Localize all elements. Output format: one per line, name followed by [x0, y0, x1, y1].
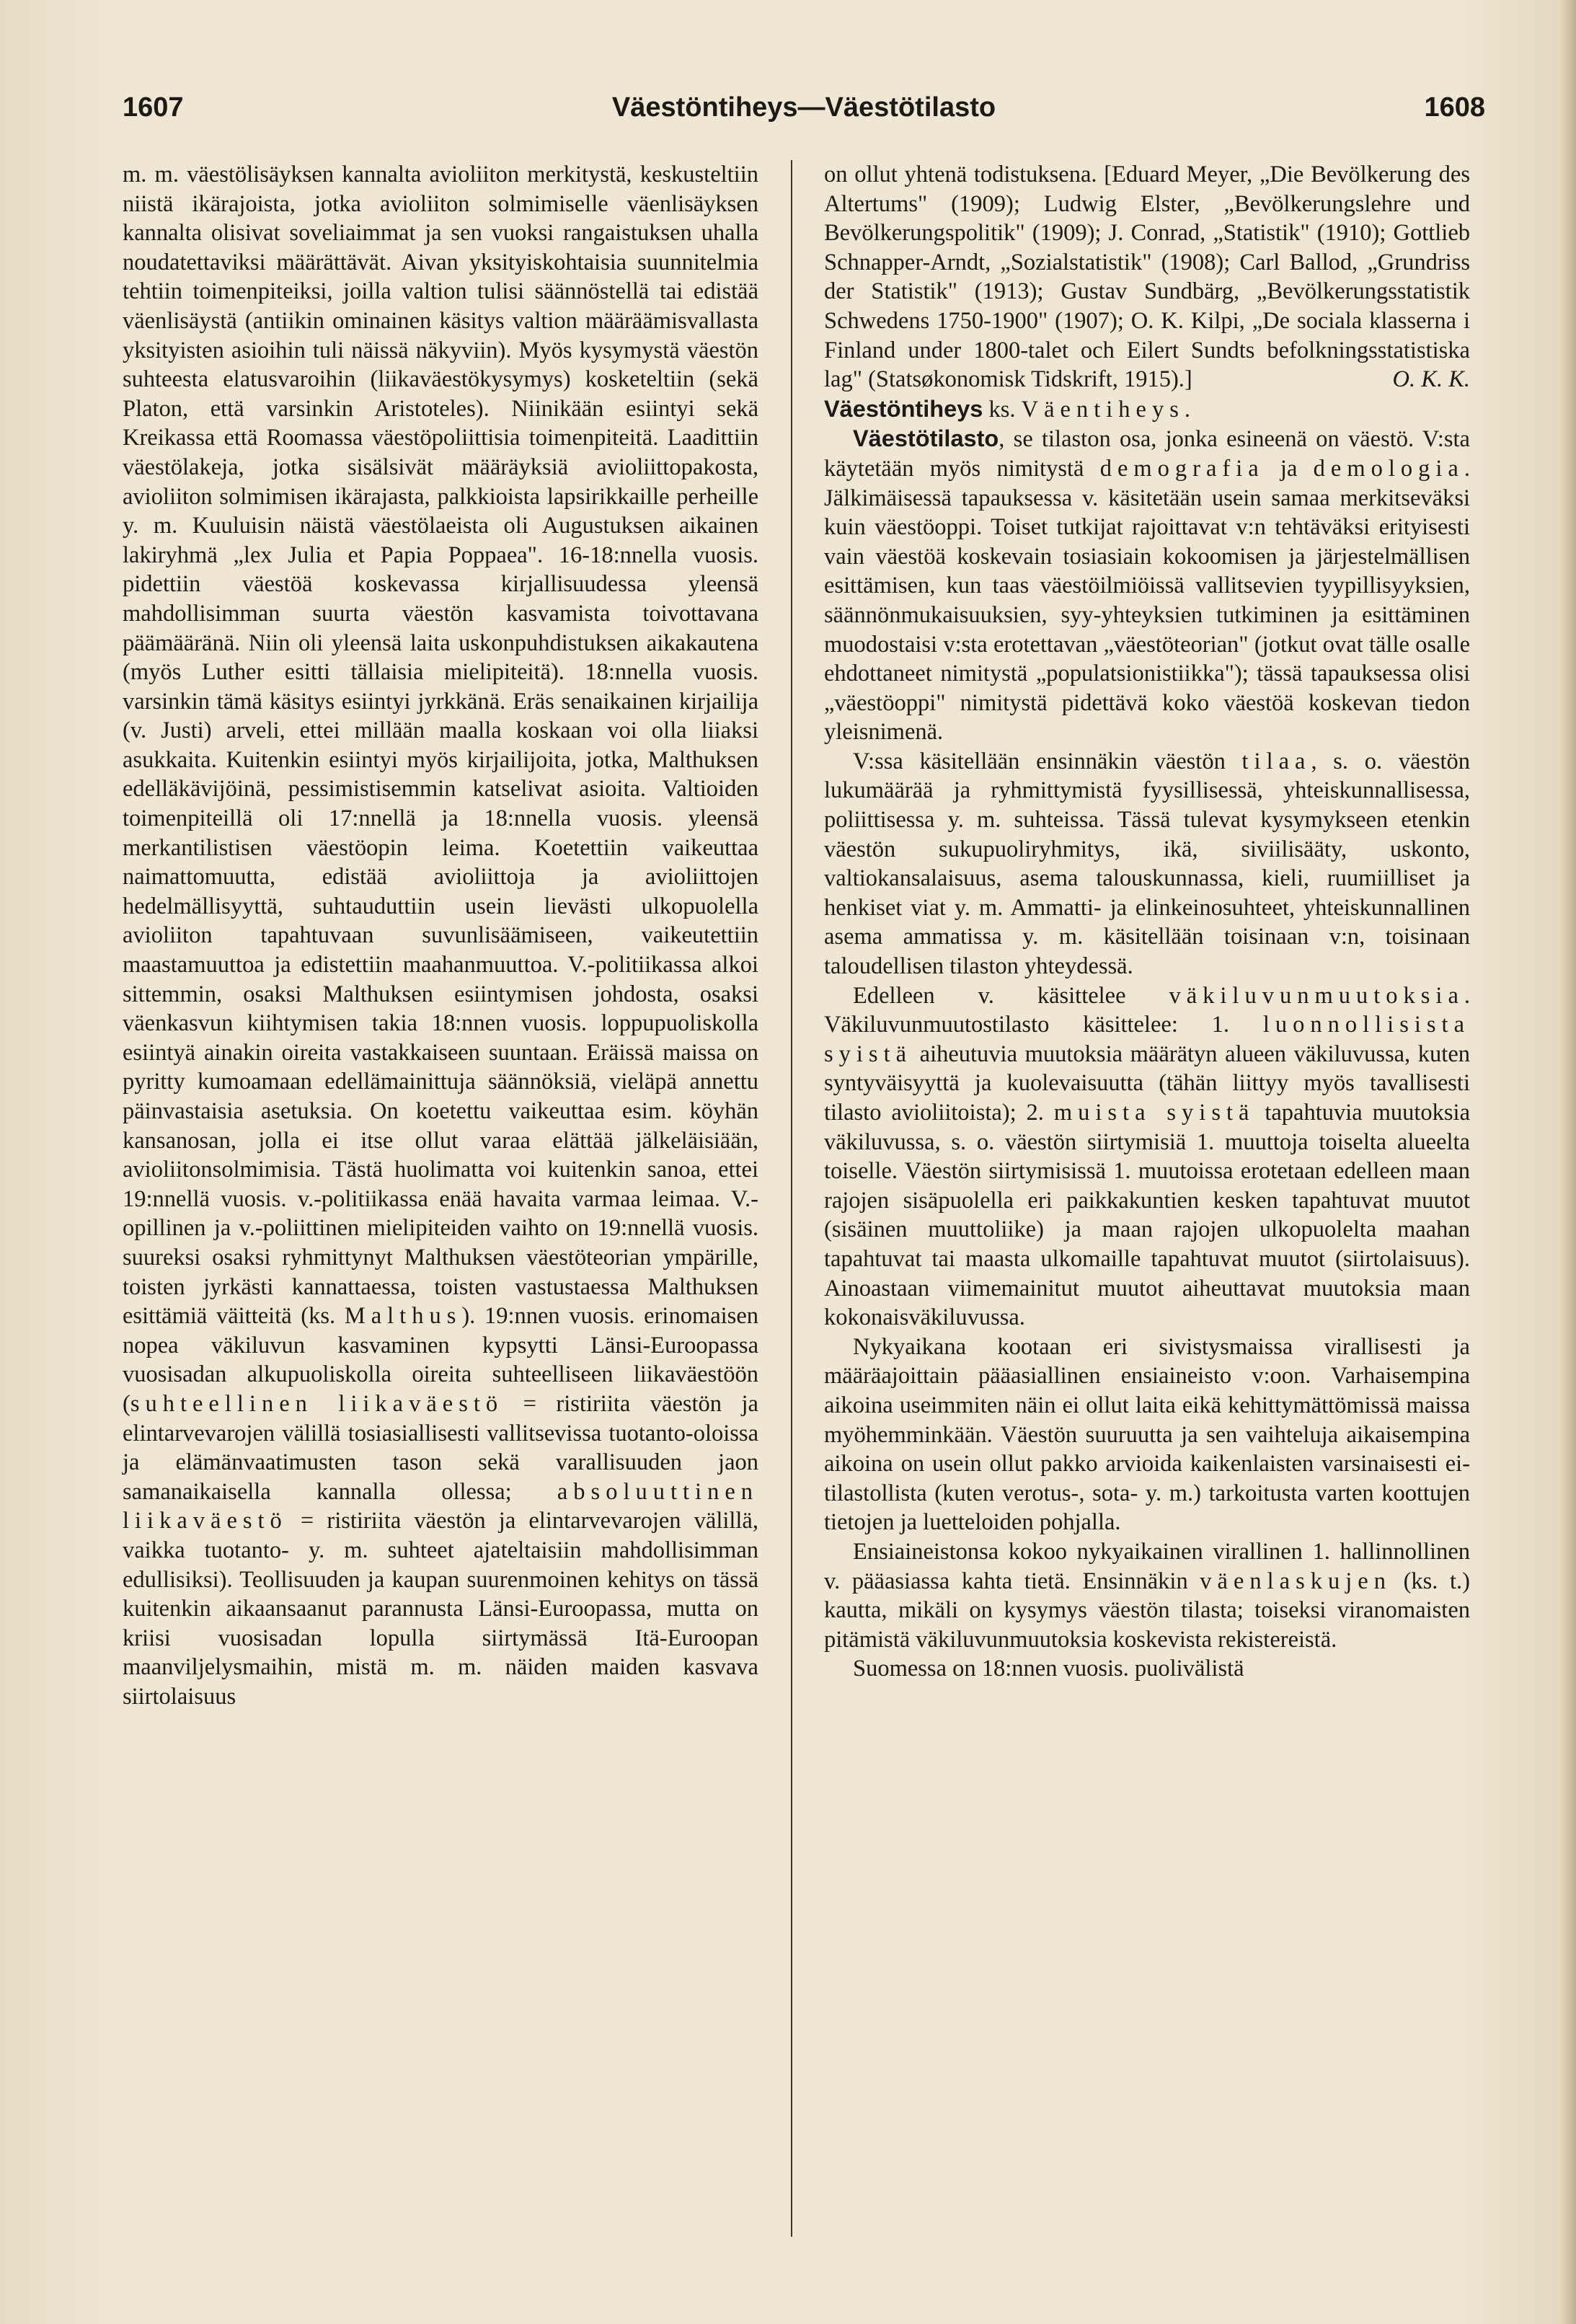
spaced-term: luonnollisista syistä — [824, 1012, 1470, 1067]
running-title: Väestöntiheys—Väestötilasto — [611, 92, 996, 123]
entry-vaestotilasto: Väestötilasto, se tilaston osa, jonka esineenä on väestö. V:sta käytetään myös nimitystä demografia ja demologia. Jälkimäisessä tapauksessa v. käsitetään usein samaa merkitseväksi kuin väestöoppi. Toiset tutkijat rajoittavat v:n tehtäväksi erityisesti vain väestöä koskevain tosiasiain kokoomisen ja järjestelmällisen esittämisen, kun taas väestöilmiöissä vallitsevien tyypillisyyksien, säännönmukaisuuksien, syy-yhteyksien tutkiminen ja esittäminen muodostaisi v:sta erotettavan „väestöteorian" (jotkut ovat tälle osalle ehdottaneet nimitystä „populatsionistiikka"); tässä tapauksessa olisi „väestöoppi" nimitystä pidettävä koko väestöä koskevan tiedon yleisnimenä. — [824, 425, 1470, 746]
spaced-term: muista syistä — [1053, 1100, 1255, 1126]
column-divider — [791, 160, 792, 2237]
spaced-term: väkiluvunmuutoksia — [1169, 982, 1464, 1009]
paragraph: on ollut yhtenä todistuksena. [Eduard Meyer, „Die Bevölkerung des Altertums" (1909); Ludwig Elster, „Bevölkerungslehre und Bevölkerungspolitik" (1909); J. Conrad, „Statistik" (1910); Gottlieb Schnapper-Arndt, „Sozialstatistik" (1908); Carl Ballod, „Grundriss der Statistik" (1913); Gustav Sundbärg, „Bevölkerungsstatistik Schwedens 1750-1900" (1907); O. K. Kilpi, „De sociala klasserna i Finland under 1800-talet och Eilert Sundts befolkningsstatistiska lag" (Statsøkonomisk Tidskrift, 1915).] O. K. K. — [824, 160, 1470, 394]
paragraph: Edelleen v. käsittelee väkiluvunmuutoksia. Väkiluvunmuutostilasto käsittelee: 1. luonnollisista syistä aiheutuvia muutoksia määrätyn alueen väkiluvussa, kuten syntyväisyyttä ja kuolevaisuutta (tähän liittyy myös tavallisesti tilasto avioliitoista); 2. muista syistä tapahtuvia muutoksia väkiluvussa, s. o. väestön siirtymisiä 1. muuttoja toiselta alueelta toiselle. Väestön siirtymisissä 1. muutoissa erotetaan edelleen maan rajojen sisäpuolella eri paikkakuntien kesken tapahtuvat muutot (sisäinen muuttoliike) ja maan rajojen ulkopuolelta maahan tapahtuvat tai maasta ulkomaille tapahtuvat muutot (siirtolaisuus). Ainoastaan viimemainitut muutot aiheuttavat muutoksia maan kokonaisväkiluvussa. — [824, 982, 1470, 1331]
cross-reference: Malthus — [344, 1303, 462, 1330]
spaced-term: demografia — [1099, 455, 1265, 482]
spaced-term: väenlaskujen — [1200, 1568, 1391, 1594]
entry-headword: Väestöntiheys — [824, 395, 983, 422]
author-signature: O. K. K. — [1392, 366, 1470, 393]
spaced-term: absoluuttinen liikaväestö — [123, 1478, 758, 1534]
spaced-term: demologia — [1313, 455, 1464, 482]
paragraph: Nykyaikana kootaan eri sivistysmaissa virallisesti ja määräajoittain pääasiallinen ensiaineisto v:oon. Varhaisempina aikoina useimmiten näin ei ollut laita eikä kehittymättömissä maissa myöhemminkään. Väestön suuruutta ja sen vaihteluja aikaisempina aikoina on usein ollut pakko arvioida kaikenlaisten varsinaisesti ei-tilastollista (kuten verotus-, sota- y. m.) tarkoitusta varten koottujen tietojen ja luetteloiden pohjalla. — [824, 1333, 1470, 1536]
page-edge-shadow — [1560, 0, 1576, 2324]
entry-vaestontiheys: Väestöntiheys ks. Väentiheys. — [824, 395, 1190, 423]
page-number-left: 1607 — [123, 92, 184, 123]
spaced-term: suhteellinen liikaväestö — [130, 1390, 504, 1417]
entry-headword: Väestötilasto — [853, 425, 999, 452]
cross-reference: Väentiheys — [1021, 396, 1185, 423]
page-header — [123, 92, 1485, 136]
paragraph: Suomessa on 18:nnen vuosis. puolivälistä — [853, 1656, 1244, 1682]
right-column — [824, 160, 1470, 1684]
paragraph: Ensiaineistonsa kokoo nykyaikainen virallinen 1. hallinnollinen v. pääasiassa kahta tietä. Ensinnäkin väenlaskujen (ks. t.) kautta, mikäli on kysymys väestön tilasta; toiseksi viranomaisten pitämistä väkiluvunmuutoksia koskevista rekistereistä. — [824, 1538, 1470, 1653]
paragraph: m. m. väestölisäyksen kannalta avioliiton merkitystä, keskusteltiin niistä ikärajoista, jotka avioliiton solmimiselle väenlisäyksen kannalta olisivat soveliaimmat ja sen vuoksi rangaistuksen uhalla noudatettaviksi määrättävät. Aivan yksityiskohtaisia suunnitelmia tehtiin toimenpiteiksi, joilla valtion tulisi säännöstellä tai edistää väenlisäystä (antiikin ominainen käsitys valtion määräämisvallasta yksityisten asioihin tuli näissä näkyviin). Myös kysymystä väestön suhteesta elatusvaroihin (liikaväestökysymys) kosketeltiin (sekä Platon, että varsinkin Aristoteles). Niinikään esiintyi sekä Kreikassa että Roomassa väestöpoliittisia toimenpiteitä. Laadittiin väestölakeja, jotka sisälsivät määräyksiä avioliittopakosta, avioliiton solmimisen ikärajasta, palkkioista lapsirikkaille perheille y. m. Kuuluisin näistä väestölaeista oli Augustuksen aikainen lakiryhmä „lex Julia et Papia Poppaea". 16-18:nnella vuosis. pidettiin väestöä koskevassa kirjallisuudessa yleensä mahdollisimman suurta väestön kasvamista toivottavana päämääränä. Niin oli yleensä laita uskonpuhdistuksen aikakautena (myös Luther esitti tällaisia mielipiteitä). 18:nnella vuosis. varsinkin tämä käsitys esiintyi jyrkkänä. Eräs senaikainen kirjailija (v. Justi) arveli, ettei millään maalla koskaan voi olla liiaksi asukkaita. Kuitenkin esiintyi myös kirjailijoita, jotka, Malthuksen edelläkävijöinä, pessimistisemmin katselivat asioita. Valtioiden toimenpiteillä oli 17:nnellä ja 18:nnella vuosis. yleensä merkantilistisen väestöopin leima. Koetettiin vaikeuttaa naimattomuutta, edistää avioliittoja ja avioliittojen hedelmällisyyttä, suhtauduttiin usein lievästi ulkopuolella avioliiton tapahtuvaan suvunlisäämiseen, vaikeutettiin maastamuuttoa ja edistettiin maahanmuuttoa. V.-politiikassa alkoi sittemmin, osaksi Malthuksen esiintymisen johdosta, osaksi väenkasvun kiihtymisen takia 18:nnen vuosis. loppupuoliskolla esiintyä ainakin oireita vastakkaiseen suuntaan. Eräissä maissa on pyritty kumoamaan edellämainittuja säännöksiä, vieläpä annettu päinvastaisia asetuksia. On koetettu vaikeuttaa esim. köyhän kansanosan, jolla ei itse ollut varaa elättää jälkeläisiään, avioliitonsolmimisia. Tästä huolimatta voi kuitenkin sanoa, ettei 19:nnellä vuosis. v.-politiikassa enää havaita varmaa leimaa. V.-opillinen ja v.-poliittinen mielipiteiden vaihto on 19:nnellä vuosis. suureksi osaksi ryhmittynyt Malthuksen väestöteorian ympärille, toisten jyrkästi kannattaessa, toisten vastustaessa Malthuksen esittämiä väitteitä (ks. Malthus). 19:nnen vuosis. erinomaisen nopea väkiluvun kasvaminen kypsytti Länsi-Euroopassa vuosisadan alkupuoliskolla oireita suhteelliseen liikaväestöön (suhteellinen liikaväestö = ristiriita väestön ja elintarvevarojen välillä tosiasiallisesti vallitsevissa tuotanto-oloissa ja elämänvaatimusten tason sekä varallisuuden jaon samanaikaisella kannalla ollessa; absoluuttinen liikaväestö = ristiriita väestön ja elintarvevarojen välillä, vaikka tuotanto- y. m. suhteet ajateltaisiin mahdollisimman edullisiksi). Teollisuuden ja kaupan suurenmoinen kehitys on tässä kuitenkin aikaansaanut parannusta Länsi-Euroopassa, mutta on kriisi vuosisadan lopulla siirtymässä Itä-Euroopan maanviljelysmaihin, mistä m. m. näiden maiden kasvava siirtolaisuus — [123, 162, 758, 1710]
paragraph: V:ssa käsitellään ensinnäkin väestön tilaa, s. o. väestön lukumäärää ja ryhmittymistä fyysillisessä, yhteiskunnallisessa, poliittisessa y. m. suhteissa. Tässä tulevat kysymykseen etenkin väestön sukupuoliryhmitys, ikä, siviilisääty, uskonto, valtiokansalaisuus, asema talouskunnassa, kieli, ruumiilliset ja henkiset viat y. m. Ammatti- ja elinkeinosuhteet, yhteiskunnallinen asema ammatissa y. m. käsitellään toisinaan v:n, toisinaan taloudellisen tilaston yhteydessä. — [824, 748, 1471, 980]
spaced-term: tilaa — [1241, 748, 1311, 774]
left-column — [123, 160, 758, 1711]
page-number-right: 1608 — [1424, 92, 1485, 123]
